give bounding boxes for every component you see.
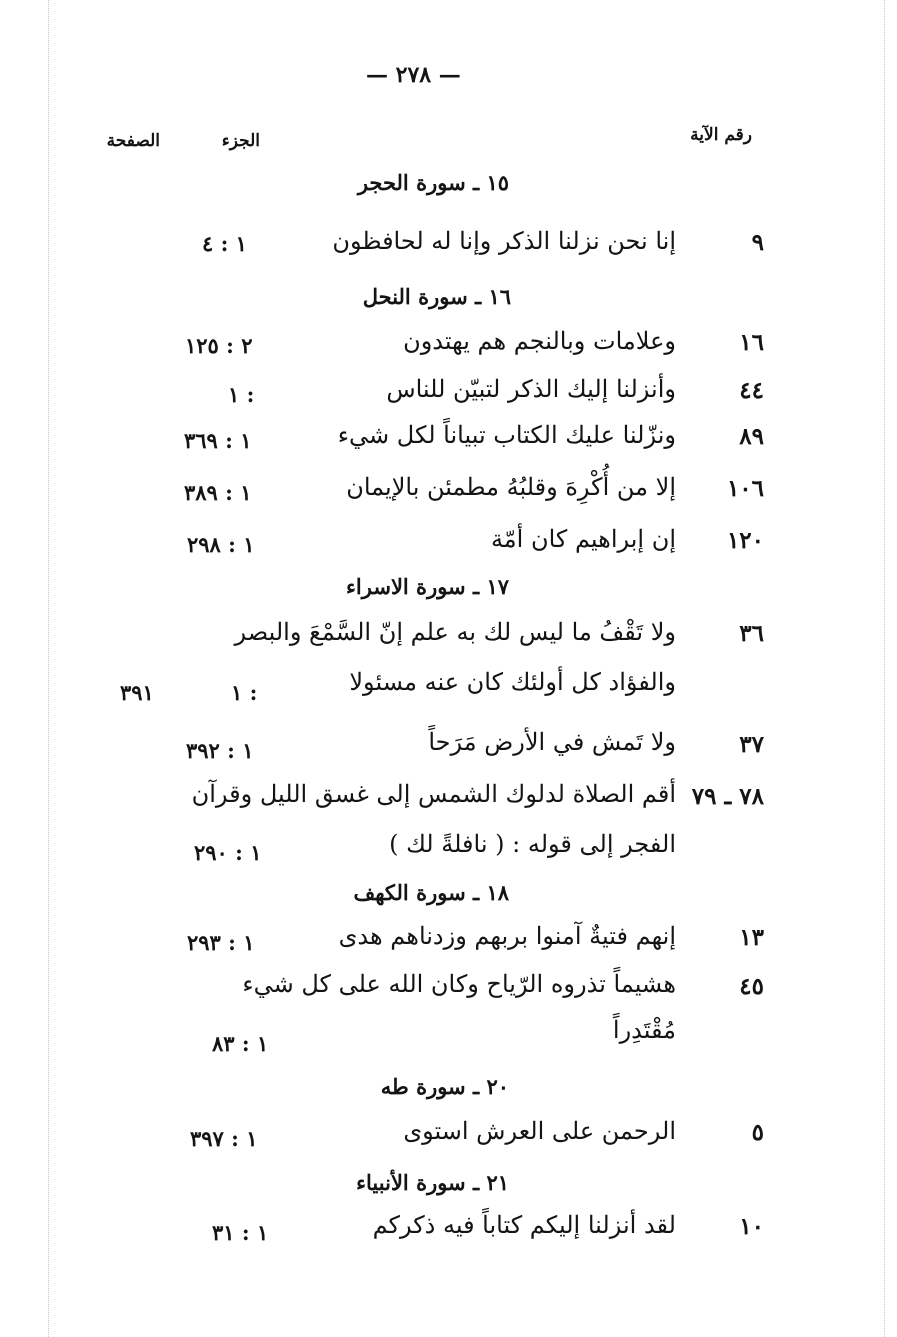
ayah-text: ونزّلنا عليك الكتاب تبياناً لكل شيء bbox=[337, 421, 676, 449]
ayah-number: ٨٩ bbox=[739, 423, 764, 450]
column-header-part: الجزء bbox=[221, 131, 260, 151]
volume-page-ref: ١ : ٤ bbox=[202, 231, 247, 256]
volume-page-ref: ١ : ٢٩٣ bbox=[187, 930, 255, 955]
volume-page-ref: ١ : ٣٦٩ bbox=[184, 428, 252, 453]
ayah-text: ولا تَمش في الأرض مَرَحاً bbox=[428, 728, 676, 756]
volume-page-ref: ١ : ٣٩٢ bbox=[186, 738, 254, 763]
surah-heading: ١٦ ـ سورة النحل bbox=[362, 284, 511, 309]
ayah-number: ١٣ bbox=[739, 924, 764, 951]
surah-heading: ٢١ ـ سورة الأنبياء bbox=[356, 1170, 509, 1195]
ayah-text: ولا تَقْفُ ما ليس لك به علم إنّ السَّمْعَ والبصر bbox=[234, 618, 676, 646]
ayah-text: إنا نحن نزلنا الذكر وإنا له لحافظون bbox=[332, 227, 676, 255]
ayah-number: ٣٧ bbox=[739, 731, 764, 758]
surah-heading: ١٥ ـ سورة الحجر bbox=[357, 170, 509, 195]
ayah-number: ٤٥ bbox=[739, 973, 764, 1000]
ayah-text: الرحمن على العرش استوى bbox=[403, 1117, 676, 1145]
ayah-number: ١٠٦ bbox=[726, 475, 764, 502]
page-ref: ٣٩١ bbox=[120, 680, 154, 705]
ayah-text-continued: والفؤاد كل أولئك كان عنه مسئولا bbox=[349, 668, 676, 696]
ayah-text: إلا من أُكْرِهَ وقلبُهُ مطمئن بالإيمان bbox=[346, 473, 676, 501]
volume-page-ref: ١ : ٣٩٧ bbox=[190, 1126, 258, 1151]
ayah-number: ٣٦ bbox=[739, 620, 764, 647]
volume-page-ref: ١ : ٣١ bbox=[212, 1220, 269, 1245]
ayah-text: لقد أنزلنا إليكم كتاباً فيه ذكركم bbox=[372, 1211, 676, 1239]
surah-heading: ١٧ ـ سورة الاسراء bbox=[346, 574, 509, 599]
scan-margin-line bbox=[884, 0, 885, 1337]
column-header-ayah-number: رقم الآية bbox=[690, 125, 752, 145]
ayah-number: ١٦ bbox=[739, 329, 764, 356]
ayah-number: ١٢٠ bbox=[726, 527, 764, 554]
ayah-text: وأنزلنا إليك الذكر لتبيّن للناس bbox=[386, 375, 676, 403]
ayah-text: هشيماً تذروه الرّياح وكان الله على كل شيء bbox=[242, 970, 676, 998]
volume-page-ref: ١ : bbox=[228, 382, 255, 407]
ayah-text-continued: الفجر إلى قوله : ( نافلةً لك ) bbox=[389, 830, 676, 858]
volume-page-ref: ١ : ٨٣ bbox=[212, 1031, 269, 1056]
surah-heading: ١٨ ـ سورة الكهف bbox=[353, 880, 509, 905]
ayah-number: ١٠ bbox=[739, 1213, 764, 1240]
ayah-text: أقم الصلاة لدلوك الشمس إلى غسق الليل وقرآن bbox=[191, 780, 676, 808]
scan-margin-line bbox=[48, 0, 49, 1337]
page-number: — ٢٧٨ — bbox=[366, 62, 461, 88]
ayah-text: إن إبراهيم كان أمّة bbox=[490, 525, 676, 553]
column-header-page: الصفحة bbox=[106, 131, 160, 151]
volume-page-ref: ١ : ٢٩٠ bbox=[194, 840, 262, 865]
ayah-number: ٩ bbox=[751, 229, 764, 256]
volume-page-ref: ١ : bbox=[231, 680, 258, 705]
volume-page-ref: ١ : ٣٨٩ bbox=[184, 480, 252, 505]
surah-heading: ٢٠ ـ سورة طه bbox=[380, 1074, 509, 1099]
volume-page-ref: ٢ : ١٢٥ bbox=[185, 333, 253, 358]
ayah-number: ٥ bbox=[751, 1119, 764, 1146]
ayah-text: وعلامات وبالنجم هم يهتدون bbox=[403, 327, 676, 355]
volume-page-ref: ١ : ٢٩٨ bbox=[187, 532, 255, 557]
ayah-number: ٧٨ ـ ٧٩ bbox=[691, 783, 764, 810]
ayah-text: إنهم فتيةٌ آمنوا بربهم وزدناهم هدى bbox=[338, 922, 676, 950]
ayah-text-continued: مُقْتَدِراً bbox=[612, 1016, 676, 1044]
ayah-number: ٤٤ bbox=[739, 377, 764, 404]
